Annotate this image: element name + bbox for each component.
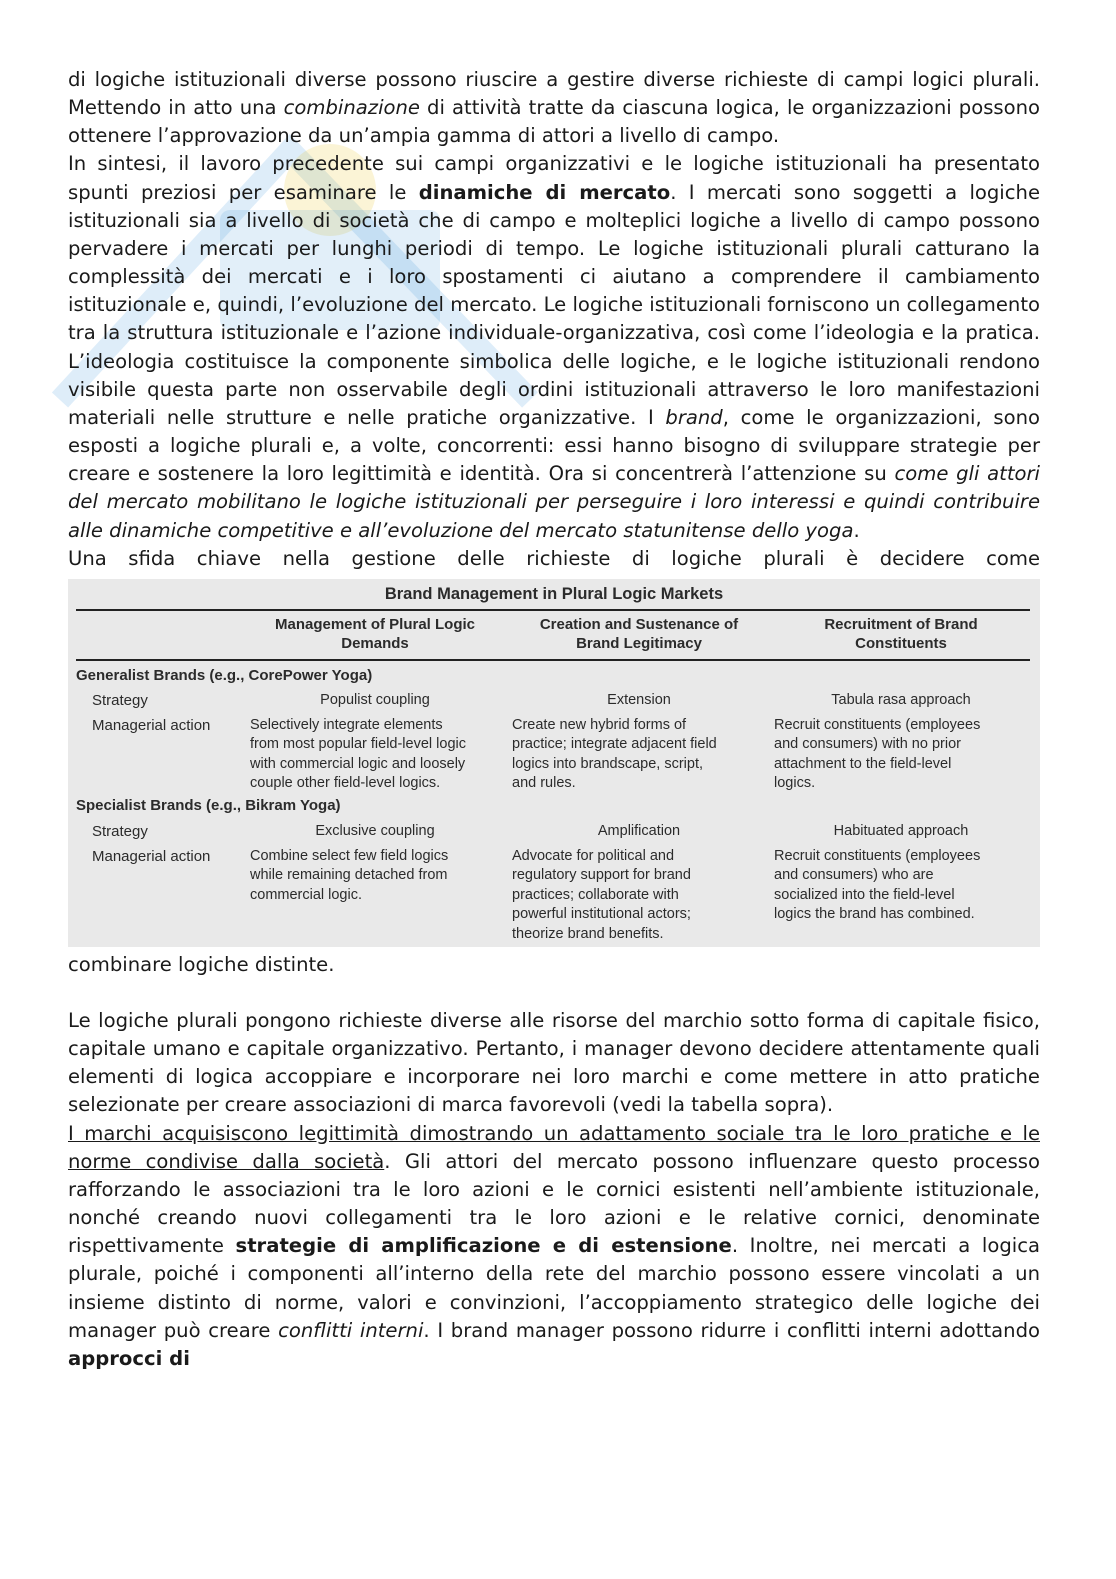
table-rule-header	[76, 659, 1030, 661]
paragraph-1: di logiche istituzionali diverse possono riuscire a gestire diverse richieste di campi logici plurali. Mettendo in atto una combinazione di attività tratte da ciascuna logica, le organizzazioni possono ottenere l’approvazione da un’ampia gamma di attori a livello di campo.	[68, 68, 1041, 148]
table-cell: Extension	[607, 691, 671, 708]
table-cell: Create new hybrid forms of practice; integrate adjacent field logics into brandscape, script, and rules.	[512, 716, 717, 792]
table-cell: Populist coupling	[320, 691, 430, 708]
table-rule-top	[76, 609, 1030, 611]
brand-management-table	[68, 579, 1040, 947]
document-body	[68, 66, 1040, 1373]
paragraph-5: I marchi acquisiscono legittimità dimostrando un adattamento sociale tra le loro pratiche e le norme condivise dalla società. Gli attori del mercato possono influenzare questo processo rafforzando le associazioni tra le loro azioni e le cornici esistenti nell’ambiente istituzionale, nonché creando nuovi collegamenti tra le loro azioni e le relative cornici, denominate rispettivamente strategie di amplificazione e di estensione. Inoltre, nei mercati a logica plurale, poiché i componenti all’interno della rete del marchio possono essere vincolati a un insieme distinto di norme, valori e convinzioni, l’accoppiamento strategico delle logiche dei manager può creare conflitti interni. I brand manager possono ridurre i conflitti interni adottando approcci di	[68, 1121, 1041, 1370]
paragraph-4: Le logiche plurali pongono richieste diverse alle risorse del marchio sotto forma di capitale fisico, capitale umano e capitale organizzativo. Pertanto, i manager devono decidere attentamente quali elementi di logica accoppiare e incorporare nei loro marchi e come mettere in atto pratiche selezionate per creare associazioni di marca favorevoli (vedi la tabella sopra).	[68, 1008, 1040, 1117]
paragraph-2: In sintesi, il lavoro precedente sui campi organizzativi e le logiche istituzionali ha presentato spunti preziosi per esaminare le dinamiche di mercato. I mercati sono soggetti a logiche istituzionali sia a livello di società che di campo e molteplici logiche a livello di campo possono pervadere i mercati per lunghi periodi di tempo. Le logiche istituzionali plurali catturano la complessità dei mercati e i loro spostamenti ci aiutano a comprendere il cambiamento istituzionale e, quindi, l’evoluzione del mercato. Le logiche istituzionali forniscono un collegamento tra la struttura istituzionale e l’azione individuale-organizzativa, così come l’ideologia e la pratica. L’ideologia costituisce la componente simbolica delle logiche, e le logiche istituzionali rendono visibile questa parte non osservabile degli ordini istituzionali attraverso le loro manifestazioni materiali nelle strutture e nelle pratiche organizzative. I brand, come le organizzazioni, sono esposti a logiche plurali e, a volte, concorrenti: essi hanno bisogno di sviluppare strategie per creare e sostenere la loro legittimità e identità. Ora si concentrerà l’attenzione su come gli attori del mercato mobilitano le logiche istituzionali per perseguire i loro interessi e quindi contribuire alle dinamiche competitive e all’evoluzione del mercato statunitense dello yoga.	[68, 152, 1041, 542]
table-header-col2: Creation and Sustenance of Brand Legitimacy	[539, 615, 739, 652]
table-cell: Habituated approach	[833, 822, 969, 839]
table-cell: Combine select few field logics while remaining detached from commercial logic.	[250, 847, 449, 903]
table-title: Brand Management in Plural Logic Markets	[384, 584, 724, 603]
table-cell: Advocate for political and regulatory support for brand practices; collaborate with powerful institutional actors; theorize brand benefits.	[512, 847, 691, 942]
table-cell: Recruit constituents (employees and consumers) with no prior attachment to the field-level logics.	[774, 716, 981, 792]
table-cell: Exclusive coupling	[315, 822, 435, 839]
table-cell: Selectively integrate elements from most popular field-level logic with commercial logic and loosely couple other field-level logics.	[250, 716, 466, 792]
table-header-col3: Recruitment of Brand Constituents	[824, 615, 978, 652]
table-cell: Amplification	[597, 822, 681, 839]
table-group-specialist: Specialist Brands (e.g., Bikram Yoga)	[76, 796, 341, 814]
paragraph-3-end: combinare logiche distinte.	[68, 952, 335, 976]
table-group-generalist: Generalist Brands (e.g., CorePower Yoga)	[76, 666, 373, 684]
table-label-managerial-action: Managerial action	[92, 847, 211, 865]
paragraph-3-start: Una sfida chiave nella gestione delle richieste di logiche plurali è decidere come	[68, 546, 1040, 570]
table-label-strategy: Strategy	[92, 691, 148, 709]
table-label-managerial-action: Managerial action	[92, 716, 211, 734]
table-cell: Recruit constituents (employees and consumers) who are socialized into the field-level logics the brand has combined.	[774, 847, 981, 923]
table-cell: Tabula rasa approach	[831, 691, 971, 708]
table-label-strategy: Strategy	[92, 822, 148, 840]
table-header-col1: Management of Plural Logic Demands	[274, 615, 476, 652]
